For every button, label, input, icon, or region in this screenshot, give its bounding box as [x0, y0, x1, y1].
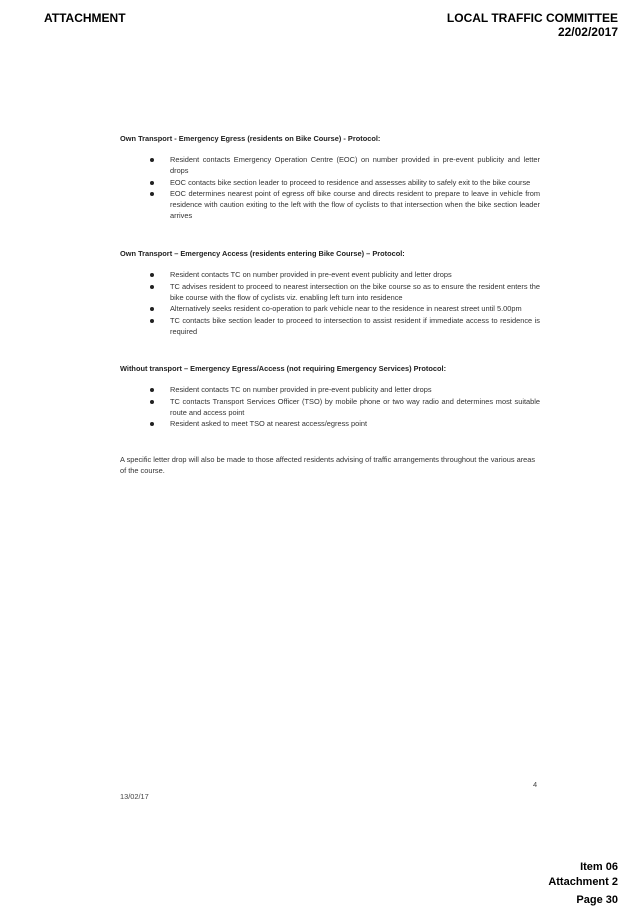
bullet-list-without-transport	[148, 384, 540, 430]
list-item: TC advises resident to proceed to nearest intersection on the bike course so as to ensure the resident enters the bike course with the flow of cyclists viz. enabling left turn into residence	[148, 281, 540, 303]
bullet-icon	[150, 319, 154, 323]
bullet-icon	[150, 192, 154, 196]
header-attachment-label: ATTACHMENT	[44, 11, 126, 25]
section-heading-egress: Own Transport - Emergency Egress (residents on Bike Course) - Protocol:	[120, 134, 381, 143]
closing-paragraph: A specific letter drop will also be made to those affected residents advising of traffic arrangements throughout the various areas of the course.	[120, 455, 536, 475]
list-item: Resident contacts Emergency Operation Centre (EOC) on number provided in pre-event publicity and letter drops	[148, 154, 540, 176]
footer-item-number: Item 06	[580, 861, 618, 873]
bullet-icon	[150, 181, 154, 185]
bullet-icon	[150, 273, 154, 277]
bullet-icon	[150, 285, 154, 289]
header-meeting-date: 22/02/2017	[557, 25, 618, 39]
section-heading-without-transport: Without transport – Emergency Egress/Access (not requiring Emergency Services) Protocol:	[120, 364, 447, 373]
list-item: Resident asked to meet TSO at nearest access/egress point	[148, 418, 540, 429]
footer-page-number: Page 30	[576, 894, 618, 906]
list-item: Alternatively seeks resident co-operation to park vehicle near to the residence in nearest street until 5.00pm	[148, 303, 540, 314]
document-date: 13/02/17	[120, 792, 149, 801]
bullet-icon	[150, 307, 154, 311]
header-committee-block	[447, 11, 618, 39]
page-number: 4	[533, 780, 538, 789]
footer-attachment-number: Attachment 2	[548, 876, 618, 888]
bullet-list-access	[148, 269, 540, 337]
list-item: EOC contacts bike section leader to proceed to residence and assesses ability to safely exit to the bike course	[148, 177, 540, 188]
list-item: TC contacts bike section leader to proceed to intersection to assist resident if immediate access to residence is required	[148, 315, 540, 337]
bullet-icon	[150, 158, 154, 162]
list-item: EOC determines nearest point of egress off bike course and directs resident to prepare to leave in vehicle from residence with caution exiting to the left with the flow of cyclists to that intersection when the bike section leader arrives	[148, 188, 540, 221]
list-item: TC contacts Transport Services Officer (TSO) by mobile phone or two way radio and determines most suitable route and access point	[148, 396, 540, 418]
list-item: Resident contacts TC on number provided in pre-event event publicity and letter drops	[148, 269, 540, 280]
list-item: Resident contacts TC on number provided in pre-event publicity and letter drops	[148, 384, 540, 395]
bullet-list-egress	[148, 154, 540, 222]
bullet-icon	[150, 400, 154, 404]
header-committee-title: LOCAL TRAFFIC COMMITTEE	[446, 11, 618, 25]
bullet-icon	[150, 388, 154, 392]
bullet-icon	[150, 422, 154, 426]
section-heading-access: Own Transport – Emergency Access (residents entering Bike Course) – Protocol:	[120, 249, 405, 258]
